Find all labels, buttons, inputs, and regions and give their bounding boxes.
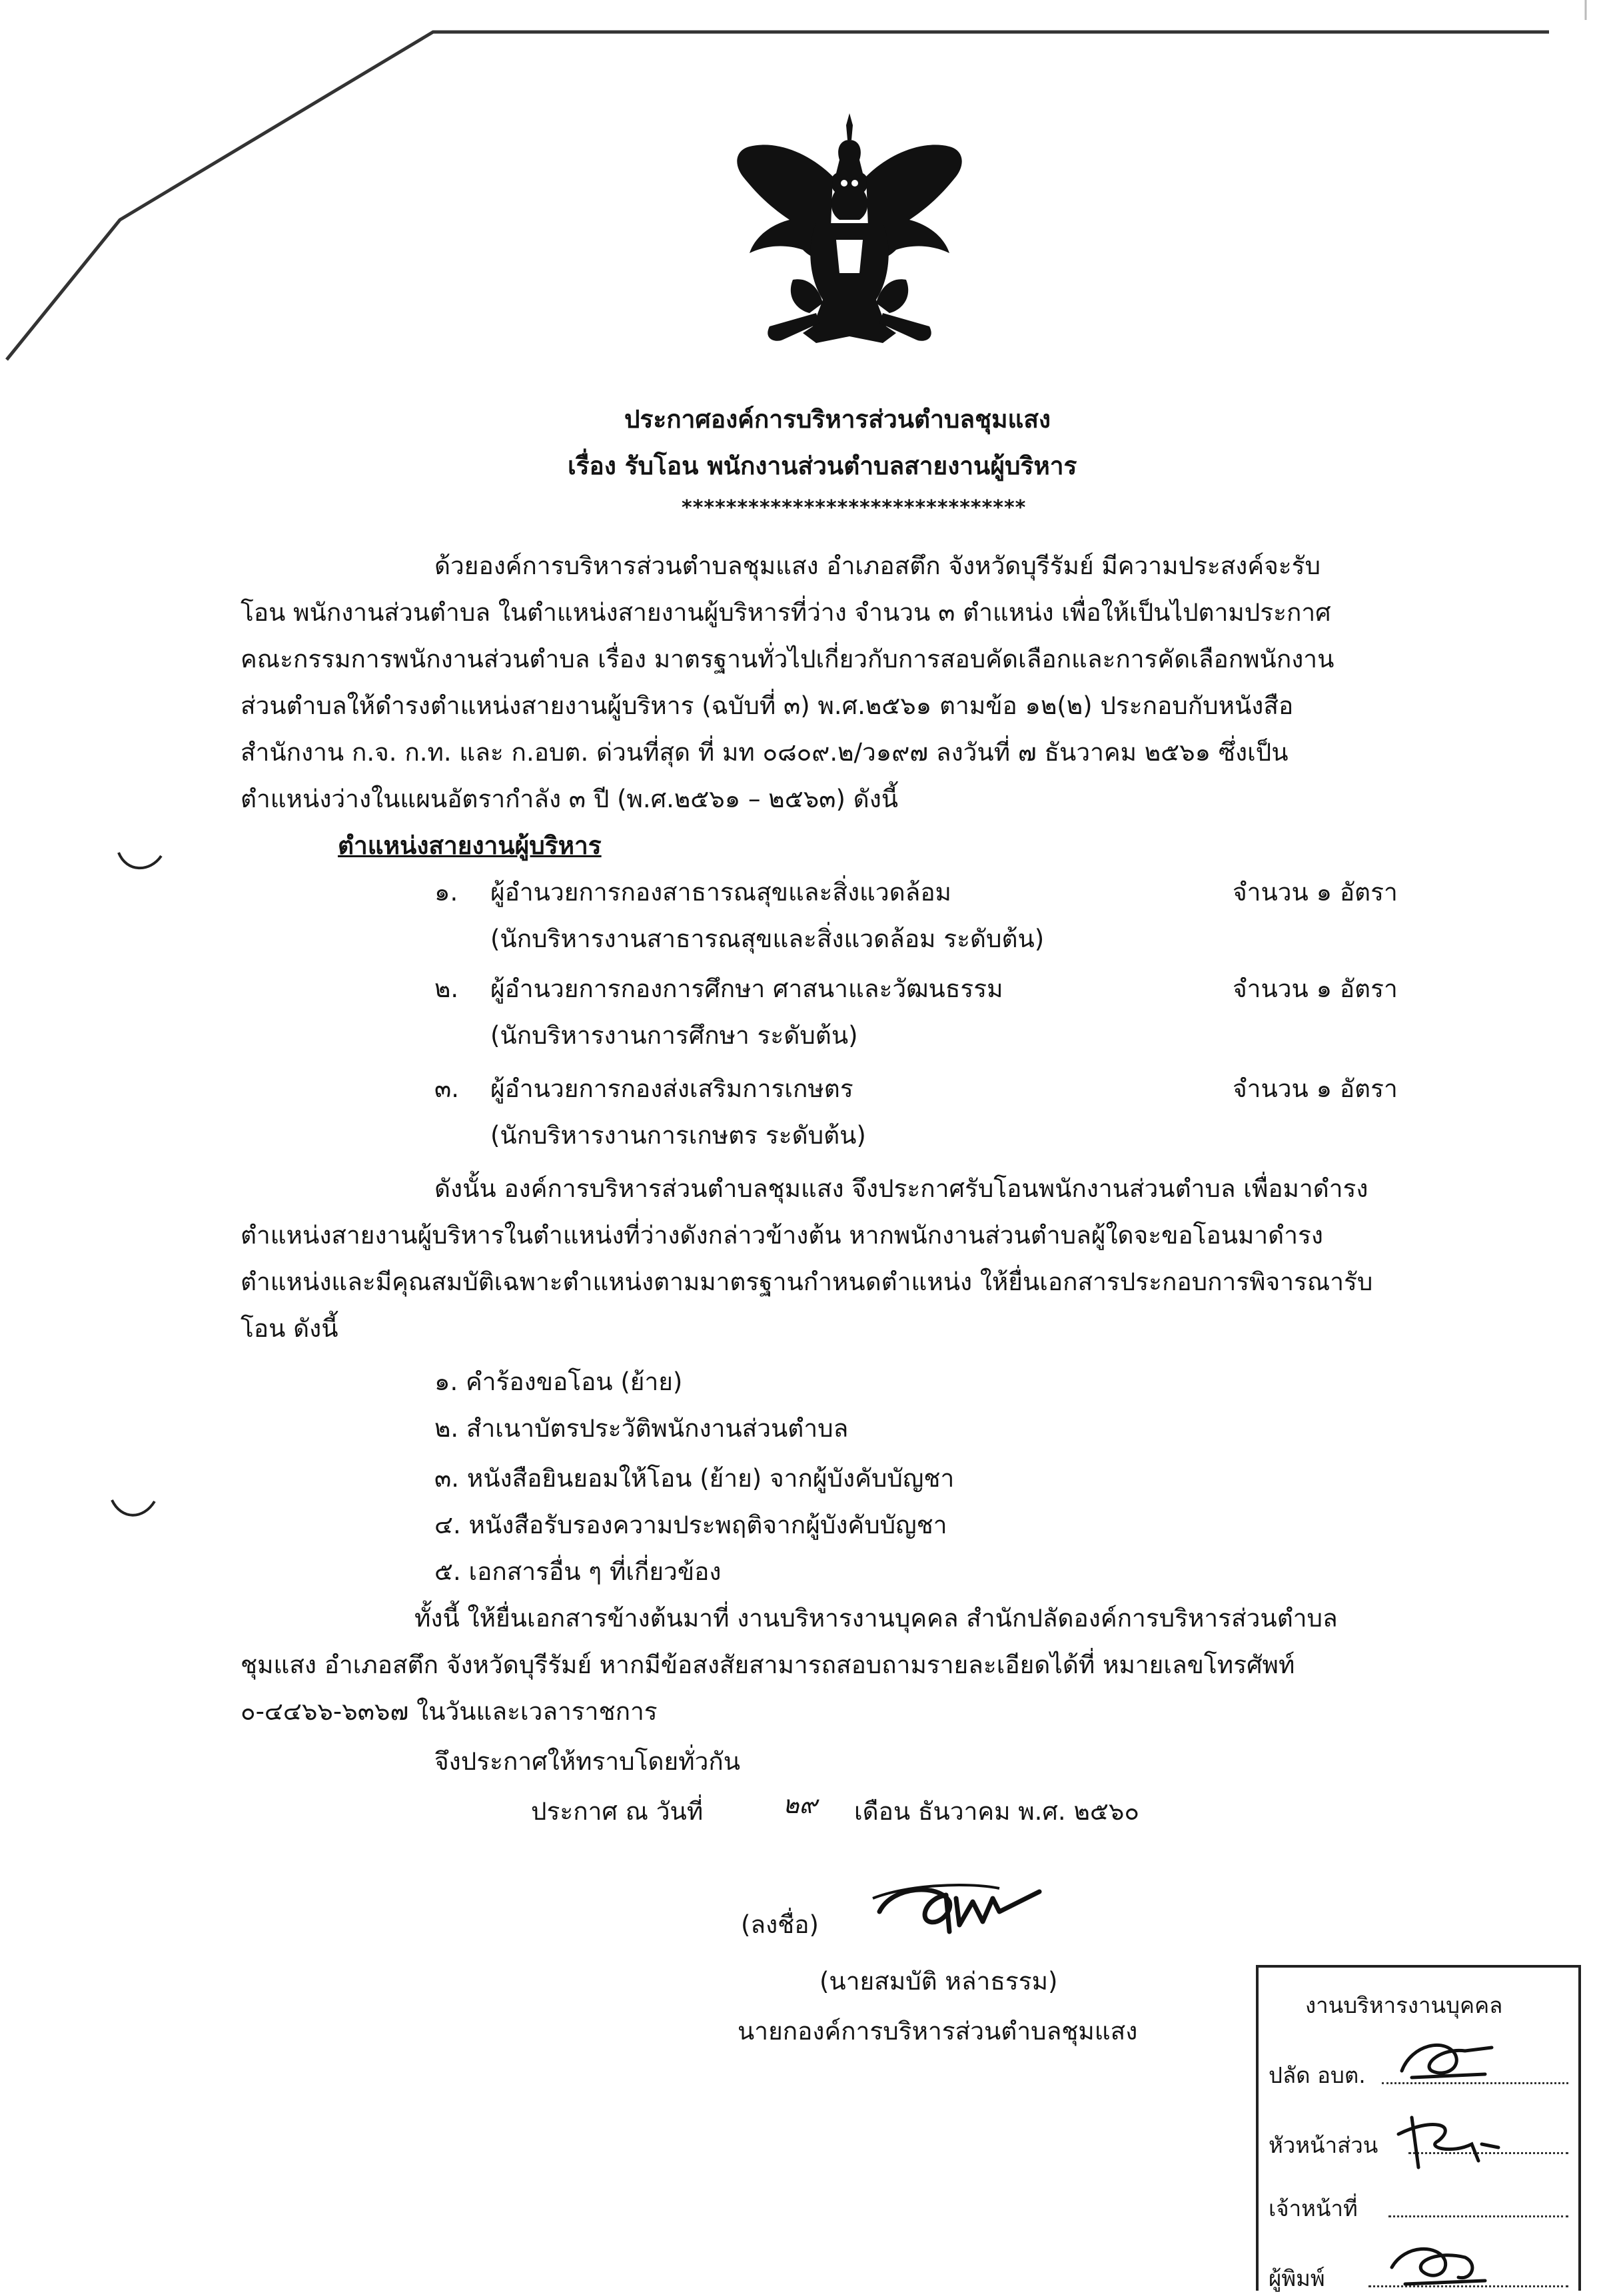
closing-statement: จึงประกาศให้ทราบโดยทั่วกัน — [434, 1747, 741, 1776]
para3-line-2: ชุมแสง อำเภอสตึก จังหวัดบุรีรัมย์ หากมีข้อสงสัยสามารถสอบถามรายละเอียดได้ที่ หมายเลขโทรศัพท์ — [241, 1651, 1295, 1679]
position-2-count: จำนวน ๑ อัตรา — [1233, 974, 1398, 1003]
document-item-3: ๓. หนังสือยินยอมให้โอน (ย้าย) จากผู้บังคับบัญชา — [434, 1464, 955, 1493]
position-2-number: ๒. — [434, 974, 459, 1003]
signatory-name: (นายสมบัติ หล่าธรรม) — [819, 1967, 1058, 1996]
intro-line-1: ด้วยองค์การบริหารส่วนตำบลชุมแสง อำเภอสตึก จังหวัดบุรีรัมย์ มีความประสงค์จะรับ — [434, 552, 1321, 580]
routing-row-officer-line — [1388, 2215, 1568, 2217]
para2-line-2: ตำแหน่งสายงานผู้บริหารในตำแหน่งที่ว่างดังกล่าวข้างต้น หากพนักงานส่วนตำบลผู้ใดจะขอโอนมาดำรง — [241, 1221, 1323, 1250]
routing-box-title: งานบริหารงานบุคคล — [1305, 1992, 1503, 2018]
position-2-level: (นักบริหารงานการศึกษา ระดับต้น) — [490, 1021, 858, 1050]
position-1-level: (นักบริหารงานสาธารณสุขและสิ่งแวดล้อม ระดับต้น) — [490, 925, 1045, 953]
document-item-5: ๕. เอกสารอื่น ๆ ที่เกี่ยวข้อง — [434, 1557, 722, 1586]
date-prefix: ประกาศ ณ วันที่ — [531, 1797, 704, 1826]
routing-row-officer: เจ้าหน้าที่ — [1269, 2195, 1358, 2221]
position-3-number: ๓. — [434, 1074, 460, 1103]
date-day-handwritten: ๒๙ — [783, 1790, 817, 1819]
para2-line-1: ดังนั้น องค์การบริหารส่วนตำบลชุมแสง จึงประกาศรับโอนพนักงานส่วนตำบล เพื่อมาดำรง — [434, 1174, 1368, 1203]
signatory-position: นายกองค์การบริหารส่วนตำบลชุมแสง — [738, 2017, 1138, 2046]
intro-line-5: สำนักงาน ก.จ. ก.ท. และ ก.อบต. ด่วนที่สุด ที่ มท ๐๘๐๙.๒/ว๑๙๗ ลงวันที่ ๗ ธันวาคม ๒๕๖๑ ซึ่งเป็น — [241, 738, 1289, 767]
para3-line-3: ๐-๔๔๖๖-๖๓๖๗ ในวันและเวลาราชการ — [241, 1697, 658, 1726]
position-3-count: จำนวน ๑ อัตรา — [1233, 1074, 1398, 1103]
position-3-level: (นักบริหารงานการเกษตร ระดับต้น) — [490, 1121, 866, 1150]
announcement-title: ประกาศองค์การบริหารส่วนตำบลชุมแสง — [624, 405, 1051, 434]
intro-line-4: ส่วนตำบลให้ดำรงตำแหน่งสายงานผู้บริหาร (ฉบับที่ ๓) พ.ศ.๒๕๖๑ ตามข้อ ๑๒(๒) ประกอบกับหนังสือ — [241, 691, 1294, 720]
routing-row-chief-admin: ปลัด อบต. — [1269, 2062, 1366, 2088]
intro-line-6: ตำแหน่งว่างในแผนอัตรากำลัง ๓ ปี (พ.ศ.๒๕๖๑ – ๒๕๖๓) ดังนี้ — [241, 785, 899, 813]
routing-row-section-head: หัวหน้าส่วน — [1269, 2132, 1378, 2158]
routing-box — [1256, 1965, 1581, 2291]
para2-line-4: โอน ดังนี้ — [241, 1314, 338, 1343]
initial-scribble-1 — [1392, 2031, 1498, 2088]
margin-punch-mark-2 — [107, 1492, 160, 1525]
garuda-emblem — [730, 113, 969, 360]
positions-heading: ตำแหน่งสายงานผู้บริหาร — [338, 831, 602, 860]
position-1-title: ผู้อำนวยการกองสาธารณสุขและสิ่งแวดล้อม — [490, 878, 951, 907]
document-item-4: ๔. หนังสือรับรองความประพฤติจากผู้บังคับบัญชา — [434, 1511, 947, 1539]
document-item-1: ๑. คำร้องขอโอน (ย้าย) — [434, 1367, 683, 1396]
date-suffix: เดือน ธันวาคม พ.ศ. ๒๕๖๐ — [854, 1797, 1139, 1826]
intro-line-3: คณะกรรมการพนักงานส่วนตำบล เรื่อง มาตรฐานทั่วไปเกี่ยวกับการสอบคัดเลือกและการคัดเลือกพนักงาน — [241, 645, 1335, 673]
position-1-count: จำนวน ๑ อัตรา — [1233, 878, 1398, 907]
initial-scribble-2 — [1385, 2104, 1505, 2177]
separator-stars: ******************************* — [682, 496, 1027, 520]
routing-row-typist: ผู้พิมพ์ — [1269, 2265, 1325, 2291]
announcement-subject: เรื่อง รับโอน พนักงานส่วนตำบลสายงานผู้บริหาร — [568, 452, 1077, 480]
initial-scribble-3 — [1378, 2234, 1498, 2291]
intro-line-2: โอน พนักงานส่วนตำบล ในตำแหน่งสายงานผู้บริหารที่ว่าง จำนวน ๓ ตำแหน่ง เพื่อให้เป็นไปตามประกาศ — [241, 598, 1331, 627]
position-2-title: ผู้อำนวยการกองการศึกษา ศาสนาและวัฒนธรรม — [490, 974, 1003, 1003]
sign-label: (ลงชื่อ) — [741, 1910, 819, 1939]
margin-punch-mark-1 — [113, 846, 167, 879]
signature-scribble — [866, 1872, 1046, 1945]
position-3-title: ผู้อำนวยการกองส่งเสริมการเกษตร — [490, 1074, 853, 1103]
para3-line-1: ทั้งนี้ ให้ยื่นเอกสารข้างต้นมาที่ งานบริหารงานบุคคล สำนักปลัดองค์การบริหารส่วนตำบล — [414, 1604, 1338, 1633]
position-1-number: ๑. — [434, 878, 458, 907]
para2-line-3: ตำแหน่งและมีคุณสมบัติเฉพาะตำแหน่งตามมาตรฐานกำหนดตำแหน่ง ให้ยื่นเอกสารประกอบการพิจารณารับ — [241, 1268, 1373, 1296]
document-item-2: ๒. สำเนาบัตรประวัติพนักงานส่วนตำบล — [434, 1414, 849, 1443]
